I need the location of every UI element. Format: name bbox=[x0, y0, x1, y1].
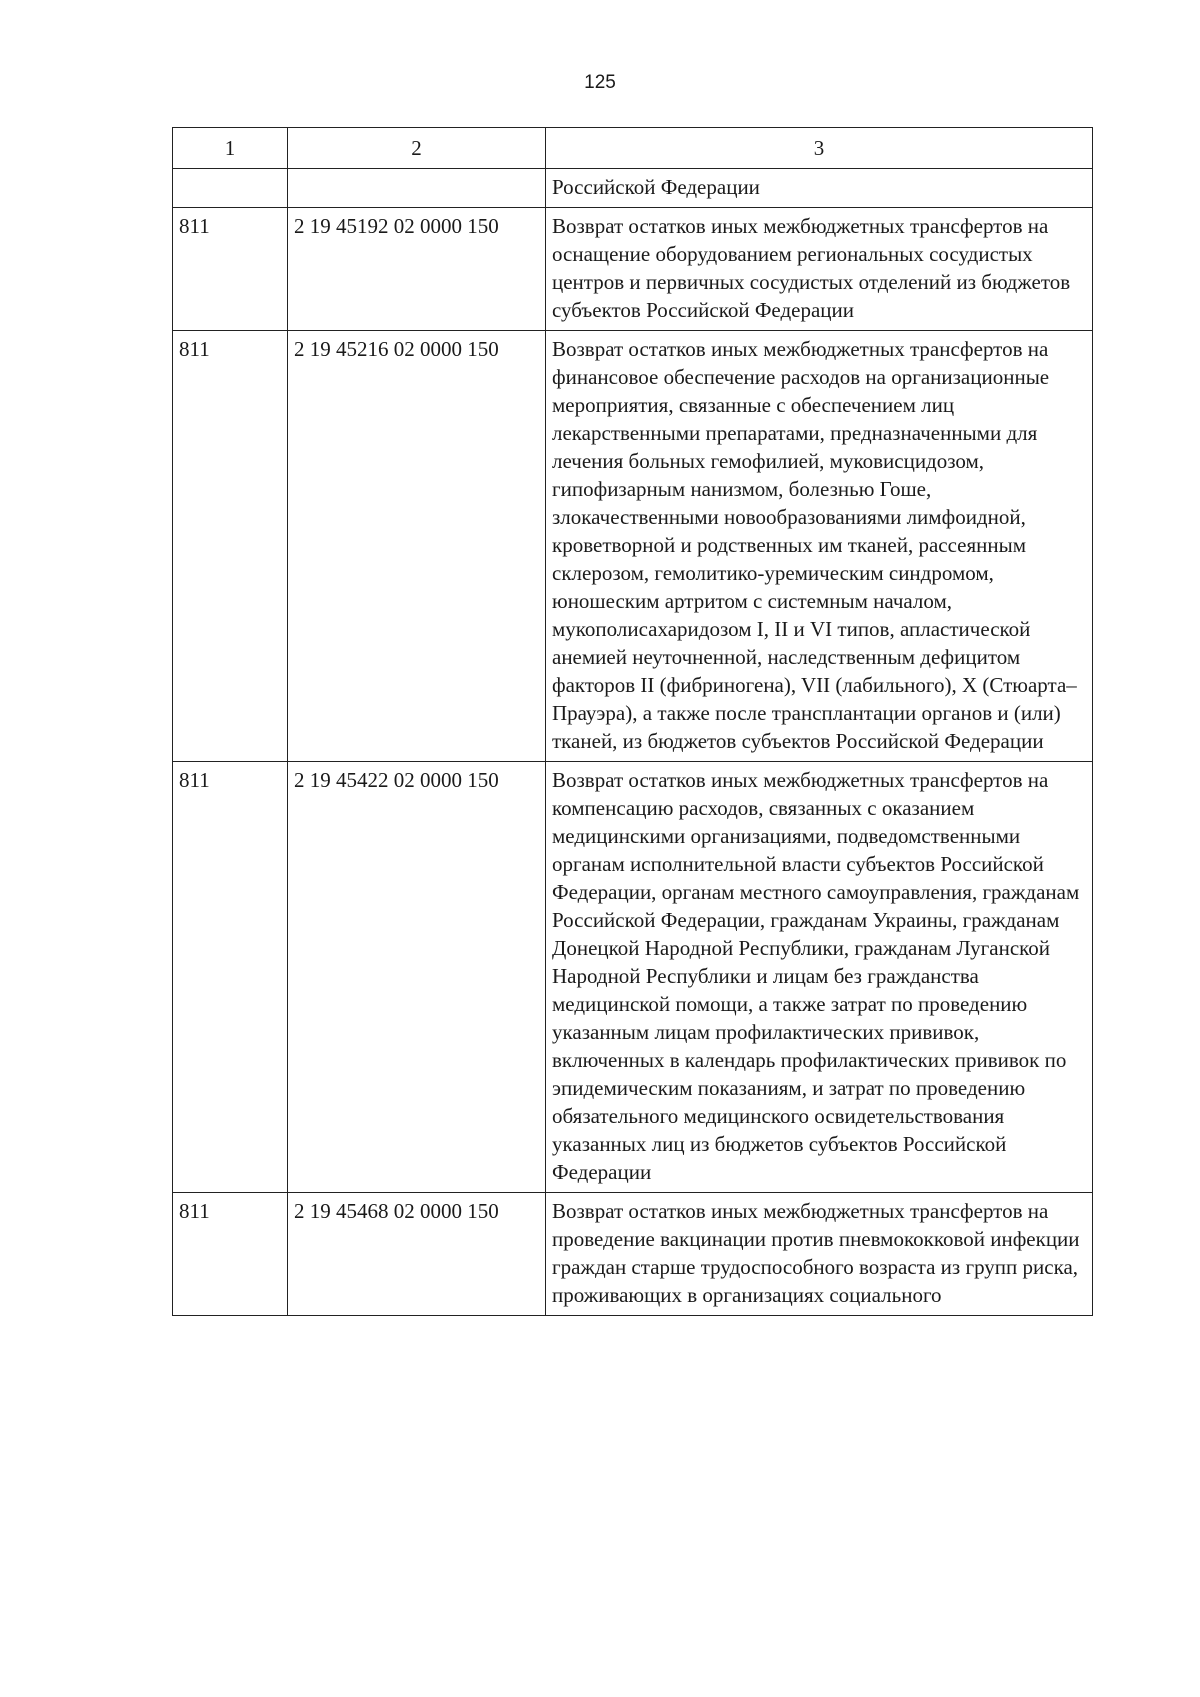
budget-code-cell: 2 19 45192 02 0000 150 bbox=[288, 208, 546, 331]
table-header-row bbox=[173, 128, 1093, 169]
budget-code-cell: 2 19 45422 02 0000 150 bbox=[288, 762, 546, 1193]
name-cell: Возврат остатков иных межбюджетных трансфертов на проведение вакцинации против пневмококковой инфекции граждан старше трудоспособного возраста из групп риска, проживающих в организациях социального bbox=[546, 1193, 1093, 1316]
admin-code-cell: 811 bbox=[173, 762, 288, 1193]
admin-code-cell: 811 bbox=[173, 331, 288, 762]
budget-code-cell bbox=[288, 169, 546, 208]
name-cell: Возврат остатков иных межбюджетных трансфертов на компенсацию расходов, связанных с оказанием медицинскими организациями, подведомственными органам исполнительной власти субъектов Российской Федерации, органам местного самоуправления, гражданам Российской Федерации, гражданам Украины, гражданам Донецкой Народной Республики, гражданам Луганской Народной Республики и лицам без гражданства медицинской помощи, а также затрат по проведению указанным лицам профилактических прививок, включенных в календарь профилактических прививок по эпидемическим показаниям, и затрат по проведению обязательного медицинского освидетельствования указанных лиц из бюджетов субъектов Российской Федерации bbox=[546, 762, 1093, 1193]
admin-code-cell bbox=[173, 169, 288, 208]
column-header-1: 1 bbox=[173, 128, 288, 169]
table-row bbox=[173, 762, 1093, 1193]
table-row bbox=[173, 208, 1093, 331]
name-cell: Возврат остатков иных межбюджетных трансфертов на оснащение оборудованием региональных сосудистых центров и первичных сосудистых отделений из бюджетов субъектов Российской Федерации bbox=[546, 208, 1093, 331]
admin-code-cell: 811 bbox=[173, 208, 288, 331]
page-number: 125 bbox=[584, 72, 616, 93]
table-row bbox=[173, 1193, 1093, 1316]
column-header-2: 2 bbox=[288, 128, 546, 169]
column-header-3: 3 bbox=[546, 128, 1093, 169]
table-row bbox=[173, 169, 1093, 208]
table-row bbox=[173, 331, 1093, 762]
admin-code-cell: 811 bbox=[173, 1193, 288, 1316]
budget-code-cell: 2 19 45468 02 0000 150 bbox=[288, 1193, 546, 1316]
name-cell: Российской Федерации bbox=[546, 169, 1093, 208]
budget-classification-table bbox=[172, 127, 1093, 1316]
name-cell: Возврат остатков иных межбюджетных трансфертов на финансовое обеспечение расходов на организационные мероприятия, связанные с обеспечением лиц лекарственными препаратами, предназначенными для лечения больных гемофилией, муковисцидозом, гипофизарным нанизмом, болезнью Гоше, злокачественными новообразованиями лимфоидной, кроветворной и родственных им тканей, рассеянным склерозом, гемолитико-уремическим синдромом, юношеским артритом с системным началом, мукополисахаридозом I, II и VI типов, апластической анемией неуточненной, наследственным дефицитом факторов II (фибриногена), VII (лабильного), X (Стюарта–Прауэра), а также после трансплантации органов и (или) тканей, из бюджетов субъектов Российской Федерации bbox=[546, 331, 1093, 762]
budget-code-cell: 2 19 45216 02 0000 150 bbox=[288, 331, 546, 762]
